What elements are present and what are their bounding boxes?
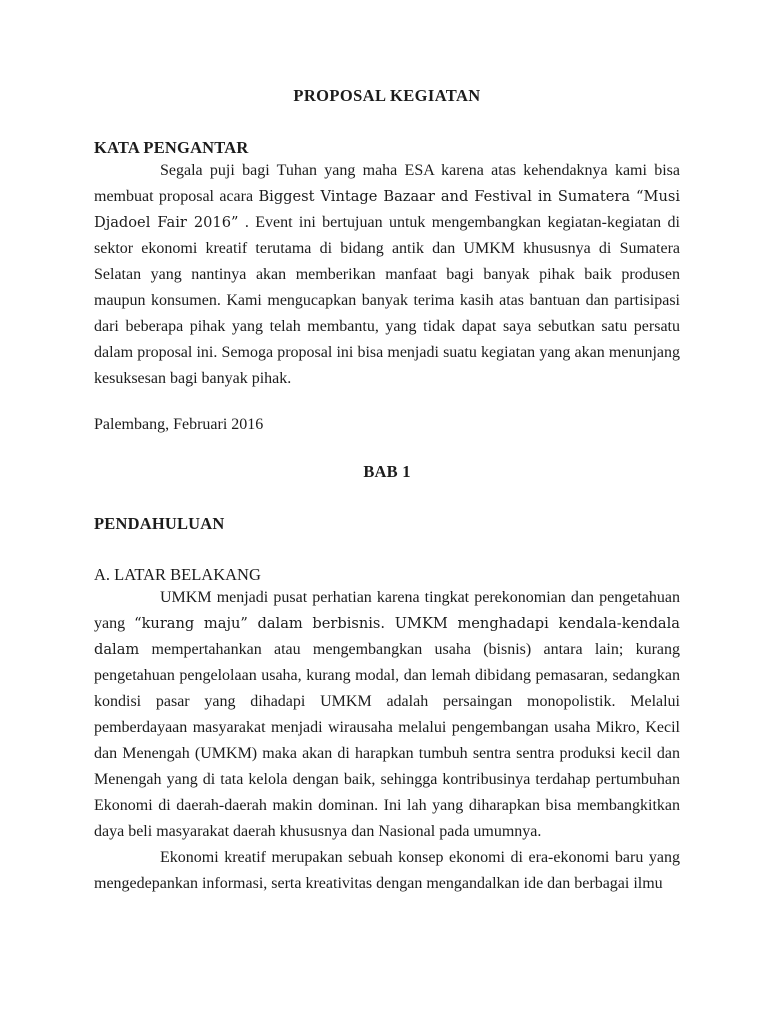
chapter-heading: BAB 1	[363, 462, 411, 481]
document-title: PROPOSAL KEGIATAN	[293, 86, 481, 105]
latar-belakang-paragraph-1	[94, 585, 680, 845]
chapter-title: PENDAHULUAN	[94, 514, 225, 533]
place-date-line: Palembang, Februari 2016	[94, 416, 264, 433]
event-name-text: Biggest Vintage Bazaar and Festival in Sumatera “Musi Djadoel Fair 2016”	[94, 188, 681, 231]
kata-pengantar-heading: KATA PENGANTAR	[94, 138, 249, 157]
preface-paragraph	[94, 158, 680, 392]
preface-paragraph-rest: . Event ini bertujuan untuk mengembangkan kegiatan-kegiatan di sektor ekonomi kreatif terutama di bidang antik dan UMKM khususnya di Sumatera Selatan yang nantinya akan memberikan manfaat bagi banyak pihak baik produsen maupun konsumen. Kami mengucapkan banyak terima kasih atas bantuan dan partisipasi dari beberapa pihak yang telah membantu, yang tidak dapat saya sebutkan satu persatu dalam proposal ini. Semoga proposal ini bisa menjadi suatu kegiatan yang akan menunjang kesuksesan bagi banyak pihak.	[94, 214, 680, 387]
latar-belakang-paragraph-2: Ekonomi kreatif merupakan sebuah konsep ekonomi di era-ekonomi baru yang mengedepankan informasi, serta kreativitas dengan mengandalkan ide dan berbagai ilmu	[94, 849, 680, 892]
preface-paragraph-lead: Segala puji bagi Tuhan yang maha ESA karena atas kehendaknya kami bisa membuat proposal acara	[94, 162, 680, 205]
latar-paragraph-rest: mempertahankan atau mengembangkan usaha (bisnis) antara lain; kurang pengetahuan pengelolaan usaha, kurang modal, dan lemah dibidang pemasaran, sedangkan kondisi pasar yang dihadapi UMKM adalah persaingan monopolistik. Melalui pemberdayaan masyarakat menjadi wirausaha melalui pengembangan usaha Mikro, Kecil dan Menengah (UMKM) maka akan di harapkan tumbuh sentra sentra produksi kecil dan Menengah yang di tata kelola dengan baik, sehingga kontribusinya terdahap pertumbuhan Ekonomi di daerah-daerah makin dominan. Ini lah yang diharapkan bisa membangkitkan daya beli masyarakat daerah khususnya dan Nasional pada umumnya.	[94, 641, 680, 840]
section-a-heading: A. LATAR BELAKANG	[94, 565, 261, 584]
quoted-passage-text: “kurang maju” dalam berbisnis. UMKM menghadapi kendala-kendala dalam	[94, 615, 680, 658]
latar-paragraph-lead: UMKM menjadi pusat perhatian karena tingkat perekonomian dan pengetahuan yang	[94, 589, 680, 632]
